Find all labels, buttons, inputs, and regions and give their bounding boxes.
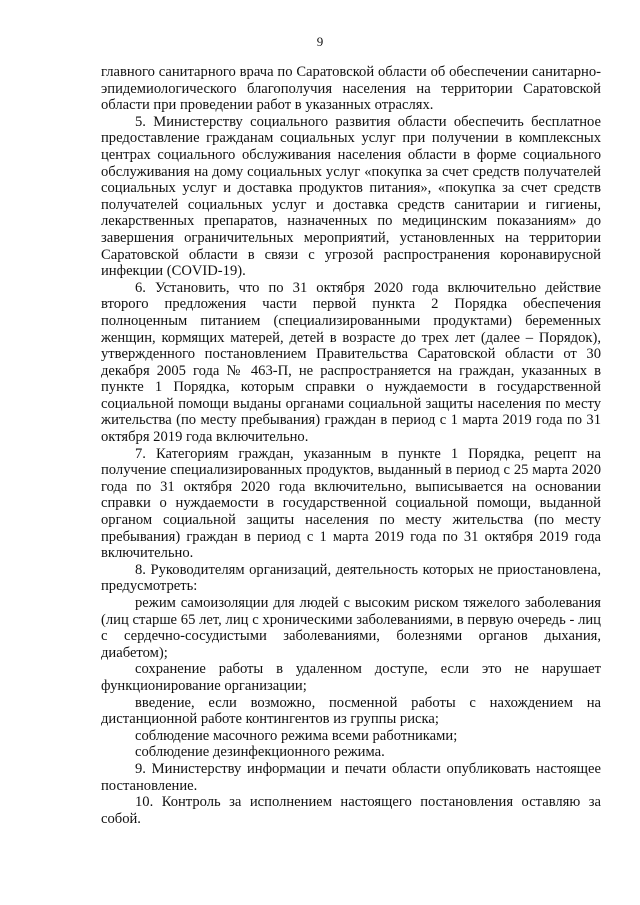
paragraph-shift-work: введение, если возможно, посменной работы с нахождением на дистанционной работе контингентов из группы риска; bbox=[101, 694, 601, 728]
paragraph-disinfection: соблюдение дезинфекционного режима. bbox=[135, 744, 385, 761]
paragraph-item-6: 6. Установить, что по 31 октября 2020 года включительно действие второго предложения части первой пункта 2 Порядка обеспечения полноценным питанием (специализированными продуктами) беременных женщин, кормящих матерей, детей в возрасте до трех лет (далее – Порядок), утвержденного постановлением Правительства Саратовской области от 30 декабря 2005 года № 463-П, не распространяется на граждан, указанных в пункте 1 Порядка, которым справки о нуждаемости в государственной социальной помощи выданы органами социальной защиты населения по месту жительства (по месту пребывания) граждан в период с 1 марта 2019 года по 31 октября 2019 года включительно. bbox=[101, 279, 601, 446]
paragraph-item-7: 7. Категориям граждан, указанным в пункте 1 Порядка, рецепт на получение специализированных продуктов, выданный в период с 25 марта 2020 года по 31 октября 2020 года включительно, выписывается на основании справки о нуждаемости в государственной социальной помощи, выданной органом социальной защиты населения по месту жительства (по месту пребывания) граждан в период с 1 марта 2019 года по 31 октября 2019 года включительно. bbox=[101, 445, 601, 562]
document-body bbox=[101, 64, 601, 827]
paragraph-item-8: 8. Руководителям организаций, деятельность которых не приостановлена, предусмотреть: bbox=[101, 561, 601, 595]
page-number: 9 bbox=[316, 34, 324, 49]
paragraph-item-9: 9. Министерству информации и печати области опубликовать настоящее постановление. bbox=[101, 760, 601, 794]
paragraph-item-5: 5. Министерству социального развития области обеспечить бесплатное предоставление гражданам социальных услуг при получении в комплексных центрах социального обслуживания населения области в форме социального обслуживания на дому социальных услуг «покупка за счет средств получателей социальных услуг и доставка продуктов питания», «покупка за счет средств получателей социальных услуг и доставка средств санитарии и гигиены, лекарственных препаратов, назначенных по медицинским показаниям» до завершения ограничительных мероприятий, установленных на территории Саратовской области в связи с угрозой распространения коронавирусной инфекции (COVID-19). bbox=[101, 113, 601, 280]
paragraph-continuation: главного санитарного врача по Саратовской области об обеспечении санитарно-эпидемиологического благополучия населения на территории Саратовской области при проведении работ в указанных отраслях. bbox=[101, 64, 601, 114]
paragraph-self-isolation: режим самоизоляции для людей с высоким риском тяжелого заболевания (лиц старше 65 лет, лиц с хроническими заболеваниями, в первую очередь - лиц с сердечно-сосудистыми заболеваниями, болезнями органов дыхания, диабетом); bbox=[101, 595, 601, 661]
paragraph-mask-regime: соблюдение масочного режима всеми работниками; bbox=[135, 727, 458, 744]
paragraph-item-10: 10. Контроль за исполнением настоящего постановления оставляю за собой. bbox=[101, 794, 601, 827]
paragraph-remote-work: сохранение работы в удаленном доступе, если это не нарушает функционирование организации; bbox=[101, 661, 601, 694]
